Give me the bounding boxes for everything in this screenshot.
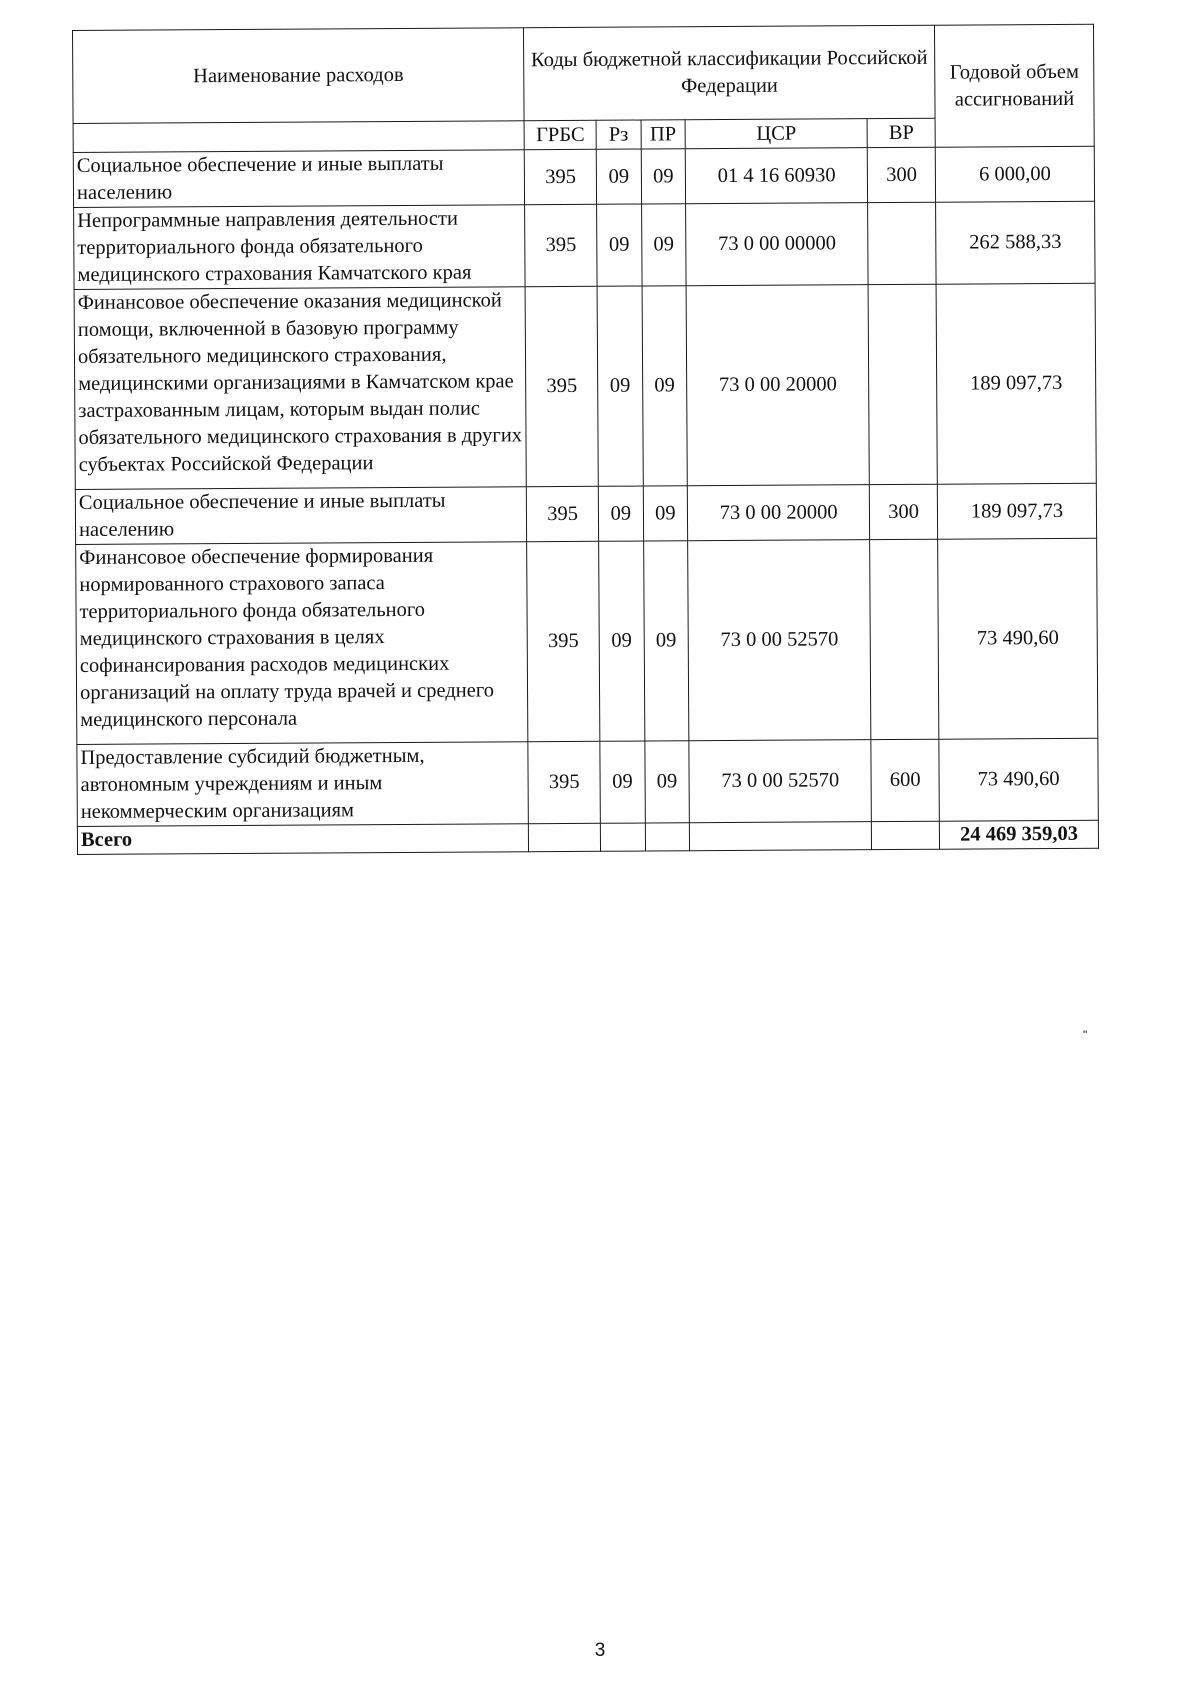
- row-vr: [870, 539, 939, 739]
- subheader-csr: ЦСР: [685, 119, 867, 149]
- subheader-grbs: ГРБС: [524, 120, 596, 149]
- total-empty-pr: [645, 823, 690, 851]
- row-csr: 01 4 16 60930: [685, 148, 867, 204]
- subheader-empty: [73, 121, 524, 153]
- row-pr: 09: [643, 486, 688, 541]
- row-rz: 09: [597, 204, 642, 286]
- row-rz: 09: [599, 541, 645, 741]
- subheader-rz: Рз: [596, 120, 641, 149]
- table-row: [74, 201, 1095, 289]
- row-amount: 189 097,73: [936, 283, 1096, 484]
- row-pr: 09: [641, 149, 686, 204]
- row-grbs: 395: [525, 204, 598, 286]
- row-pr: 09: [643, 541, 689, 741]
- row-csr: 73 0 00 20000: [687, 485, 869, 541]
- row-vr: 600: [871, 739, 939, 821]
- row-pr: 09: [644, 741, 689, 823]
- row-name: Непрограммные направления деятельности территориального фонда обязательного медицинского страхования Камчатского края: [74, 205, 526, 290]
- table-row: [74, 283, 1096, 489]
- header-name: Наименование расходов: [73, 28, 525, 124]
- row-amount: 73 490,60: [938, 538, 1098, 739]
- row-grbs: 395: [527, 541, 600, 741]
- row-name: Финансовое обеспечение формирования нормированного страхового запаса территориального фонда обязательного медицинского страхования в целях софинансирования расходов медицинских организаций на оплату труда врачей и среднего медицинского персонала: [76, 542, 528, 745]
- row-grbs: 395: [525, 286, 598, 486]
- row-csr: 73 0 00 52570: [689, 740, 872, 823]
- table-row: [77, 738, 1098, 826]
- row-csr: 73 0 00 00000: [686, 203, 869, 286]
- row-pr: 09: [642, 286, 688, 486]
- closing-quote-mark: ": [1083, 1028, 1088, 1042]
- row-amount: 6 000,00: [935, 146, 1094, 202]
- table-row: [75, 483, 1096, 544]
- table-row: [73, 146, 1094, 207]
- row-grbs: 395: [528, 741, 601, 823]
- total-label: Всего: [77, 824, 528, 855]
- row-vr: [868, 202, 936, 284]
- total-empty-vr: [872, 821, 940, 849]
- row-rz: 09: [596, 149, 641, 204]
- row-pr: 09: [641, 204, 686, 286]
- row-rz: 09: [600, 741, 645, 823]
- total-amount: 24 469 359,03: [939, 820, 1098, 849]
- row-name: Финансовое обеспечение оказания медицинской помощи, включенной в базовую программу обязательного медицинского страхования, медицинскими организациями в Камчатском крае застрахованным лицам, которым выдан полис обязательного медицинского страхования в других субъектах Российской Федерации: [74, 287, 526, 490]
- row-amount: 73 490,60: [939, 738, 1098, 821]
- row-grbs: 395: [524, 149, 596, 204]
- header-volume: Годовой объем ассигнований: [935, 24, 1095, 147]
- total-empty-rz: [601, 823, 646, 851]
- row-rz: 09: [598, 486, 643, 541]
- page-number: 3: [594, 1640, 606, 1661]
- row-grbs: 395: [526, 486, 598, 541]
- row-name: Социальное обеспечение и иные выплаты населению: [73, 150, 524, 208]
- row-amount: 189 097,73: [937, 483, 1096, 539]
- row-csr: 73 0 00 20000: [686, 285, 869, 486]
- row-name: Предоставление субсидий бюджетным, автономным учреждениям и иным некоммерческим организациям: [77, 742, 529, 827]
- table-row: [76, 538, 1098, 744]
- header-codes: Коды бюджетной классификации Российской Федерации: [524, 25, 935, 121]
- row-amount: 262 588,33: [936, 201, 1095, 284]
- subheader-vr: ВР: [867, 118, 935, 147]
- row-name: Социальное обеспечение и иные выплаты населению: [75, 487, 526, 545]
- total-row: [77, 820, 1098, 854]
- subheader-pr: ПР: [641, 120, 686, 149]
- total-empty-grbs: [529, 823, 601, 851]
- row-vr: 300: [870, 484, 938, 539]
- budget-table: [72, 24, 1099, 855]
- total-empty-csr: [689, 822, 871, 851]
- header-row: [73, 24, 1095, 123]
- row-vr: 300: [867, 147, 935, 202]
- row-vr: [868, 284, 937, 484]
- row-rz: 09: [597, 286, 643, 486]
- row-csr: 73 0 00 52570: [688, 540, 871, 741]
